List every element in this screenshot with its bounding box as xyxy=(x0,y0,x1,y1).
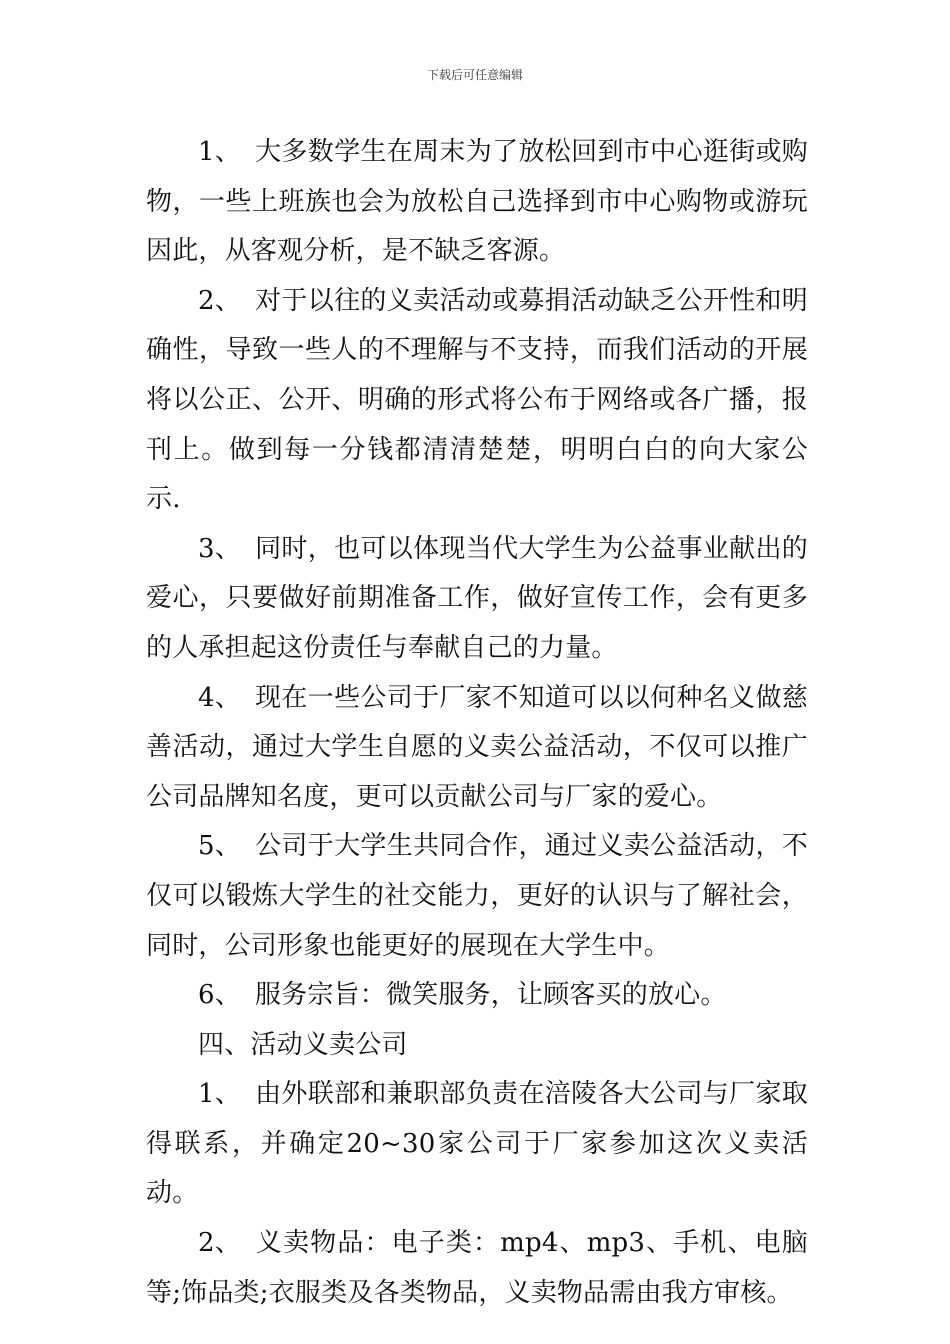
paragraph-number: 5、 xyxy=(198,831,241,862)
paragraph-number: 1、 xyxy=(198,1079,241,1110)
paragraph-number: 2、 xyxy=(198,285,241,316)
section-number: 四、 xyxy=(198,1029,251,1060)
paragraph-text: 对于以往的义卖活动或募捐活动缺乏公开性和明确性，导致一些人的不理解与不支持，而我们活动的开展将以公正、公开、明确的形式将公布于网络或各广播，报刊上。做到每一分钱都清清楚楚，明明白白的向大家公示. xyxy=(146,285,808,515)
paragraph-1 xyxy=(146,128,808,277)
document-body xyxy=(146,128,808,1318)
paragraph-number: 1、 xyxy=(198,137,241,167)
paragraph-number: 3、 xyxy=(198,533,241,564)
paragraph-number: 2、 xyxy=(198,1228,241,1259)
section-title: 活动义卖公司 xyxy=(250,1029,408,1060)
paragraph-5 xyxy=(146,822,808,971)
paragraph-2 xyxy=(146,277,808,525)
paragraph-text: 大多数学生在周末为了放松回到市中心逛街或购物，一些上班族也会为放松自己选择到市中心购物或游玩因此，从客观分析，是不缺乏客源。 xyxy=(146,137,808,267)
paragraph-text: 公司于大学生共同合作，通过义卖公益活动，不仅可以锻炼大学生的社交能力，更好的认识与了解社会，同时，公司形象也能更好的展现在大学生中。 xyxy=(146,831,808,961)
section-heading xyxy=(146,1021,808,1071)
paragraph-3 xyxy=(146,525,808,674)
paragraph-4 xyxy=(146,674,808,823)
paragraph-8 xyxy=(146,1219,808,1318)
paragraph-number: 4、 xyxy=(198,682,241,713)
paragraph-text: 由外联部和兼职部负责在涪陵各大公司与厂家取得联系，并确定20~30家公司于厂家参加这次义卖活动。 xyxy=(146,1079,808,1209)
paragraph-text: 义卖物品：电子类：mp4、mp3、手机、电脑等;饰品类;衣服类及各类物品，义卖物品需由我方审核。 xyxy=(146,1228,808,1308)
paragraph-text: 同时，也可以体现当代大学生为公益事业献出的爱心，只要做好前期准备工作，做好宣传工作，会有更多的人承担起这份责任与奉献自己的力量。 xyxy=(146,533,808,663)
paragraph-text: 服务宗旨：微笑服务，让顾客买的放心。 xyxy=(254,980,727,1011)
paragraph-7 xyxy=(146,1070,808,1219)
paragraph-number: 6、 xyxy=(198,980,241,1011)
page-header-note: 下载后可任意编辑 xyxy=(426,68,523,82)
paragraph-6 xyxy=(146,971,808,1021)
paragraph-text: 现在一些公司于厂家不知道可以以何种名义做慈善活动，通过大学生自愿的义卖公益活动，不仅可以推广公司品牌知名度，更可以贡献公司与厂家的爱心。 xyxy=(146,682,808,812)
